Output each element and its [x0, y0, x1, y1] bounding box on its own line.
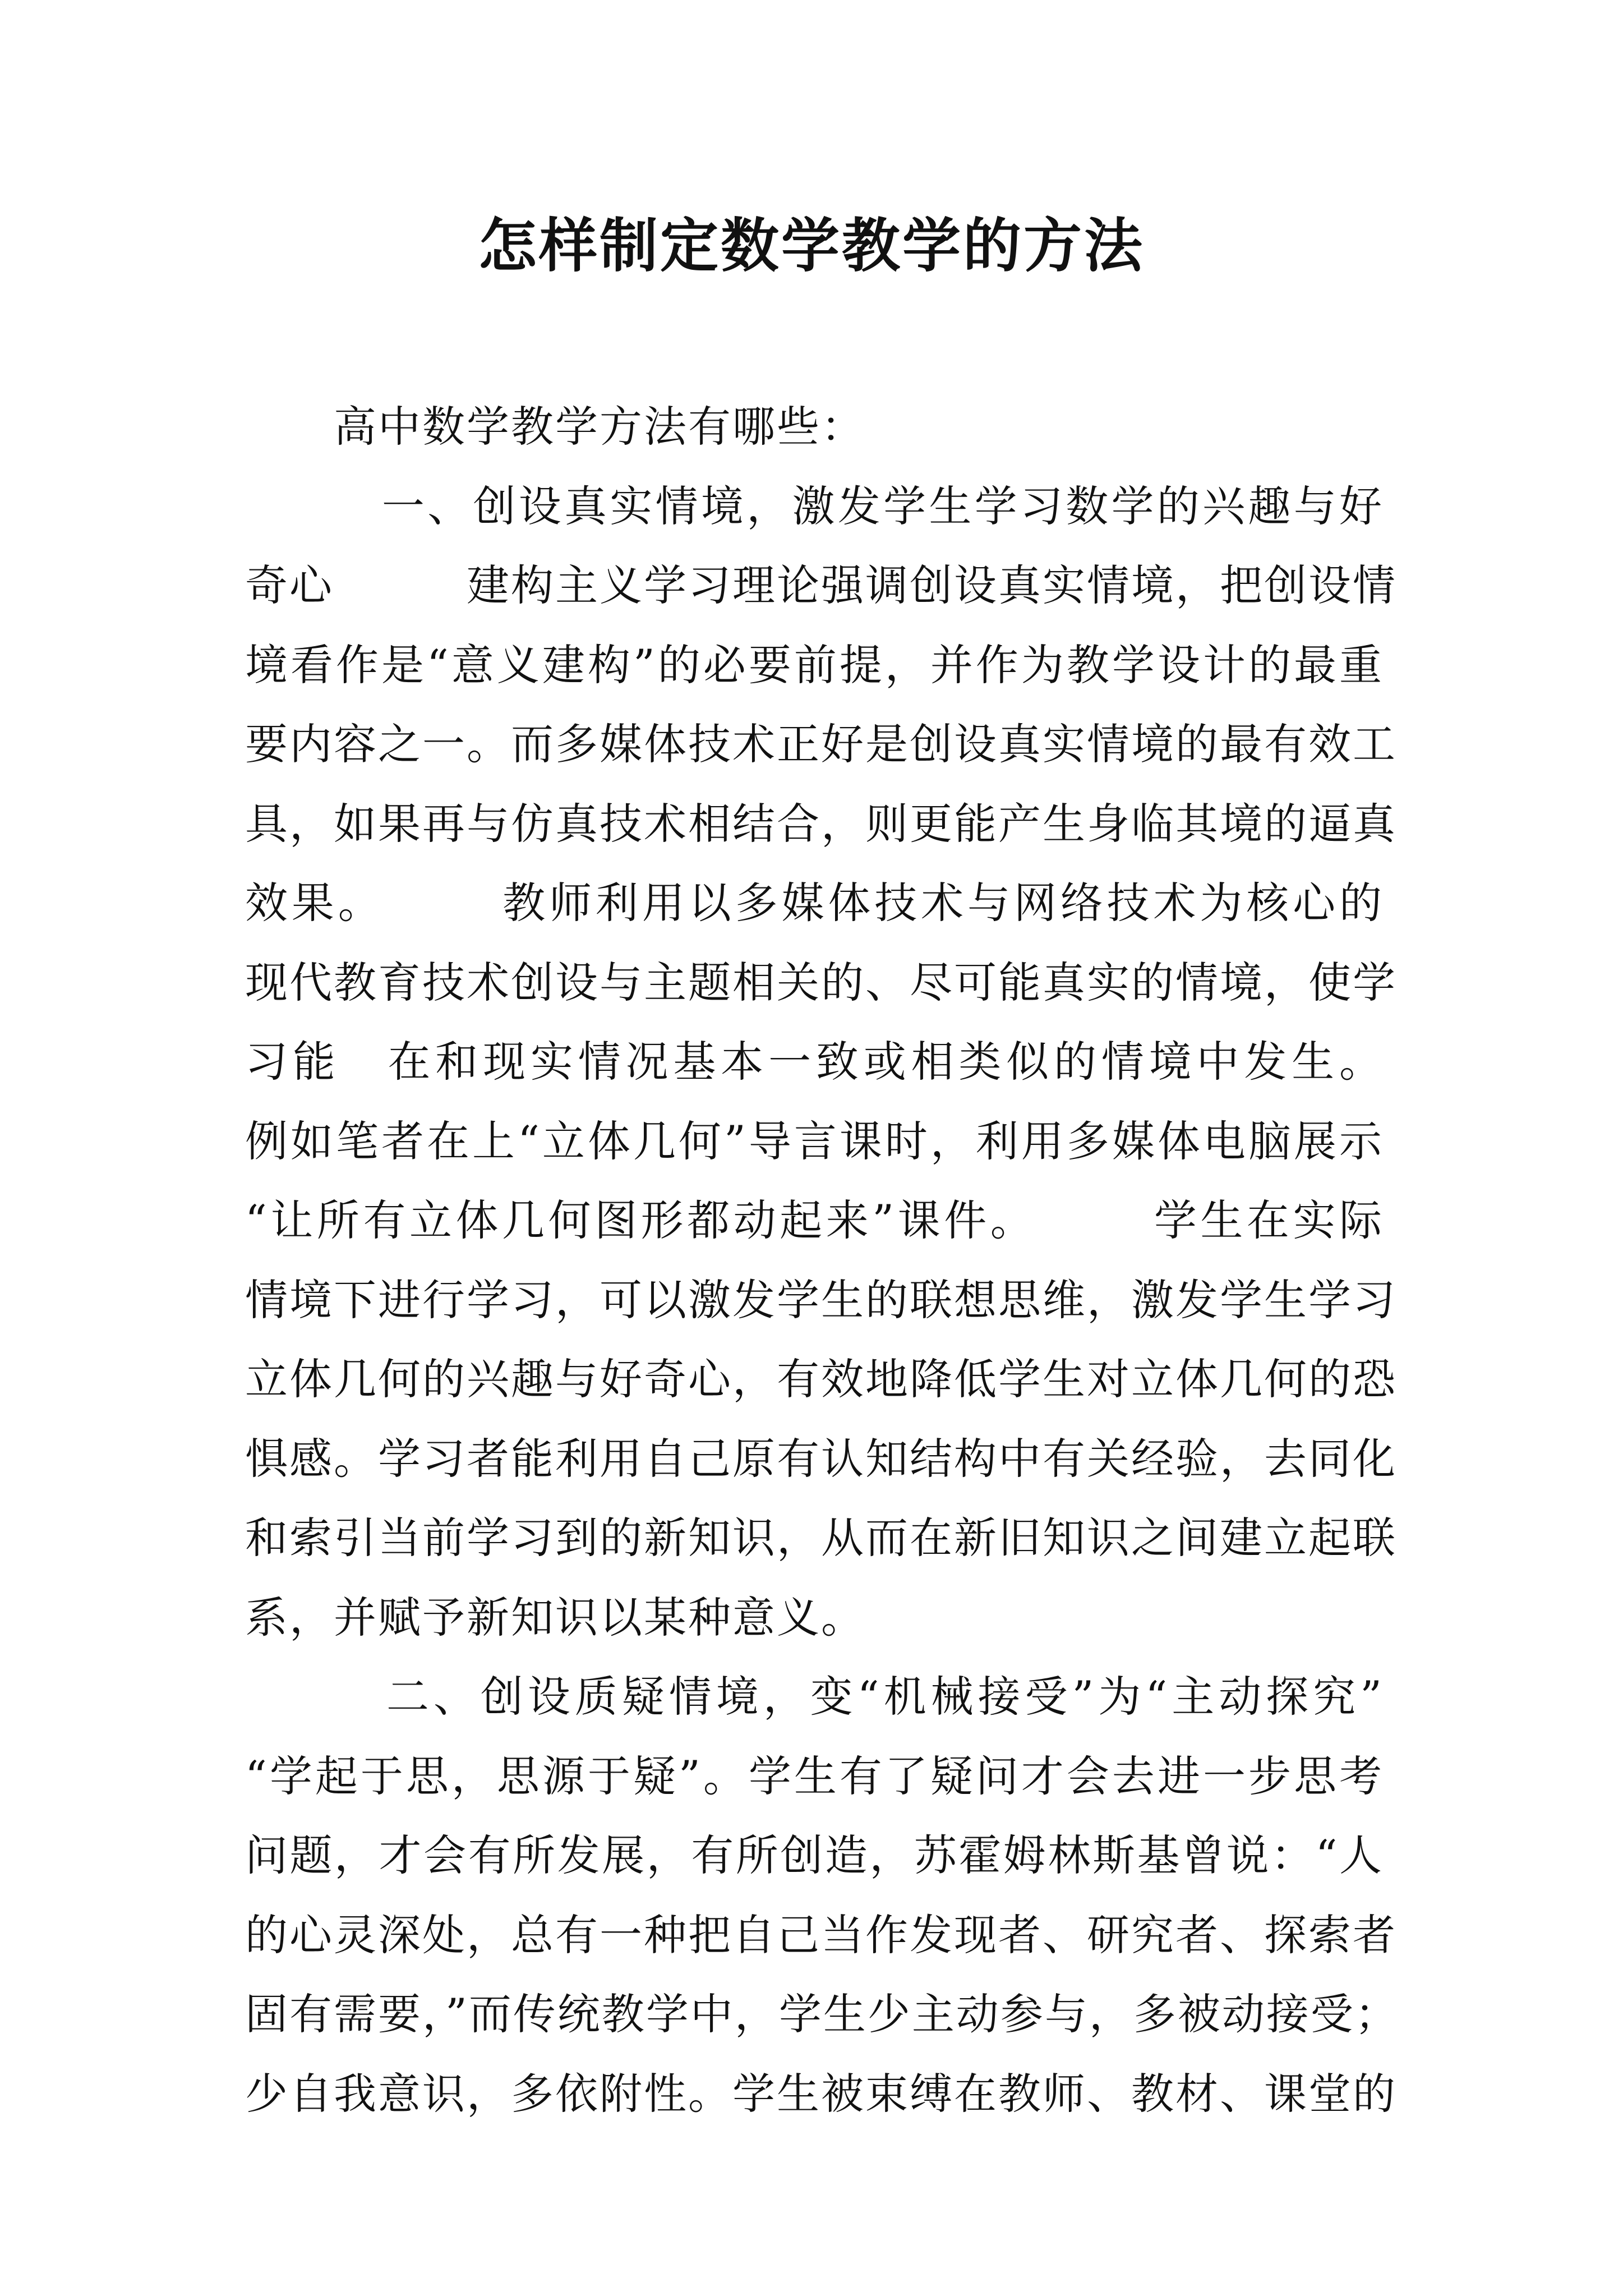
- body-line: 例如笔者在上“立体几何”导言课时，利用多媒体电脑展示: [245, 1116, 1384, 1166]
- body-line: 惧感。学习者能利用自己原有认知结构中有关经验，去同化: [245, 1433, 1397, 1484]
- body-line: 立体几何的兴趣与好奇心，有效地降低学生对立体几何的恐: [245, 1354, 1397, 1404]
- body-line: 固有需要，”而传统教学中，学生少主动参与，多被动接受；: [245, 1989, 1399, 2039]
- body-line: 要内容之一。而多媒体技术正好是创设真实情境的最有效工: [245, 719, 1397, 769]
- body-line: 系，并赋予新知识以某种意义。: [245, 1592, 865, 1642]
- body-line: 奇心 建构主义学习理论强调创设真实情境，把创设情: [245, 560, 1397, 610]
- body-line: 少自我意识，多依附性。学生被束缚在教师、教材、课堂的: [245, 2068, 1397, 2119]
- document-title: 怎样制定数学教学的方法: [478, 211, 1145, 280]
- body-line: 问题，才会有所发展，有所创造，苏霍姆林斯基曾说：“人: [245, 1830, 1384, 1880]
- document-body: [245, 387, 1399, 2133]
- body-line: 境看作是“意义建构”的必要前提，并作为教学设计的最重: [245, 639, 1384, 690]
- body-line: 现代教育技术创设与主题相关的、尽可能真实的情境，使学: [245, 957, 1397, 1007]
- body-line: 二、创设质疑情境，变“机械接受”为“主动探究”: [245, 1672, 1384, 1722]
- body-line: 具，如果再与仿真技术相结合，则更能产生身临其境的逼真: [245, 798, 1397, 849]
- body-line: 情境下进行学习，可以激发学生的联想思维，激发学生学习: [245, 1274, 1397, 1325]
- body-line: 高中数学教学方法有哪些：: [245, 402, 865, 452]
- body-line: 一、创设真实情境，激发学生学习数学的兴趣与好: [245, 481, 1384, 531]
- body-line: “让所有立体几何图形都动起来”课件。 学生在实际: [245, 1195, 1384, 1245]
- body-line: 习能 在和现实情况基本一致或相类似的情境中发生。: [245, 1037, 1384, 1087]
- body-line: “学起于思，思源于疑”。学生有了疑问才会去进一步思考: [245, 1751, 1384, 1801]
- body-line: 效果。 教师利用以多媒体技术与网络技术为核心的: [245, 878, 1384, 928]
- body-line: 的心灵深处，总有一种把自己当作发现者、研究者、探索者: [245, 1910, 1397, 1960]
- body-line: 和索引当前学习到的新知识，从而在新旧知识之间建立起联: [245, 1513, 1397, 1563]
